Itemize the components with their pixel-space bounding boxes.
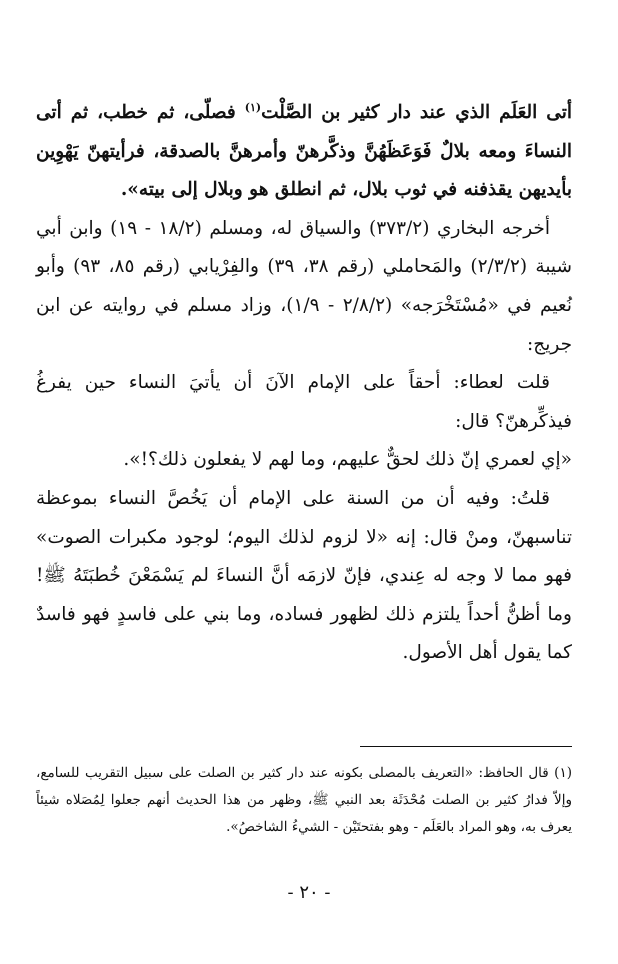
takhrij-paragraph: أخرجه البخاري (٣٧٣/٢) والسياق له، ومسلم (١٨/٢ - ١٩) وابن أبي شيبة (٢/٣/٢) والمَحاملي (رقم ٣٨، ٣٩) والفِرْيابي (رقم ٨٥، ٩٣) وأبو نُعيم في «مُسْتَخْرَجه» (٢/٨/٢ - ١/٩)، وزاد مسلم في روايته عن ابن جريج:: [36, 217, 572, 355]
ibn-jurayj-question: قلت لعطاء: أحقاً على الإمام الآنَ أن يأتيَ النساء حين يفرغُ فيذكِّرهنّ؟ قال:: [36, 372, 572, 432]
footnote-text: (١) قال الحافظ: «التعريف بالمصلى بكونه عند دار كثير بن الصلت على سبيل التقريب للسامع، وإلاّ فدارُ كثير بن الصلت مُحْدَثَة بعد النبي ﷺ، وظهر من هذا الحديث أنهم جعلوا لِمُصَلاه شيئاً يعرف به، وهو المراد بالعَلَم - وهو بفتحتَيْن - الشيءُ الشاخصُ».: [36, 765, 572, 835]
hadith-text-rest: فصلّى، ثم خطب، ثم أتى النساءَ ومعه بلالٌ فَوَعَظَهُنَّ وذكَّرهنّ وأمرهنَّ بالصدقة، فرأيتهنّ يَهْوِين بأيديهن يقذفنه في ثوب بلال، ثم انطلق هو وبلال إلى بيته».: [36, 102, 572, 201]
footnote-divider: [360, 746, 572, 747]
author-comment: قلتُ: وفيه أن من السنة على الإمام أن يَخُصَّ النساء بموعظة تناسبهنّ، ومنْ قال: إنه «لا لزوم لذلك اليوم؛ لوجود مكبرات الصوت» فهو مما لا وجه له عِندي، فإنّ لازمَه أنَّ النساءَ لم يَسْمَعْنَ خُطبَتَهُ ﷺ! وما أظنُّ أحداً يلتزم ذلك لظهور فساده، وما بني على فاسدٍ فهو فاسدٌ كما يقول أهل الأصول.: [36, 487, 572, 664]
footnote-reference[interactable]: (١): [244, 100, 262, 114]
hadith-text-start: أتى العَلَم الذي عند دار كثير بن الصَّلْت: [261, 102, 572, 123]
hadith-paragraph: [36, 94, 572, 210]
footnote-section: [36, 760, 572, 841]
main-text: [36, 94, 572, 673]
ata-answer: «إي لعمري إنّ ذلك لحقٌّ عليهم، وما لهم لا يفعلون ذلك؟!».: [123, 449, 572, 471]
page-number: - ٢٠ -: [287, 882, 331, 903]
